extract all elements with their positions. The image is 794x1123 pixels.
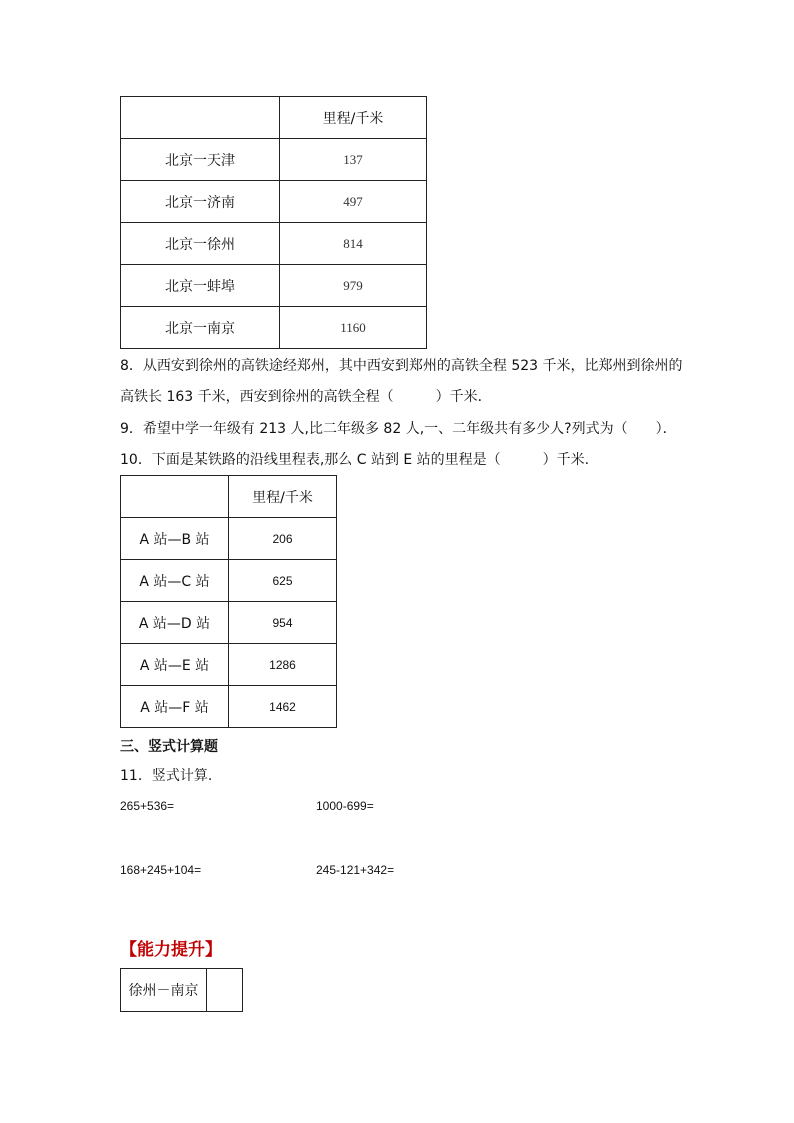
distance-cell — [207, 969, 243, 1012]
distance-cell: 1462 — [229, 686, 337, 728]
route-cell: 北京一蚌埠 — [121, 265, 280, 307]
route-cell: 北京一南京 — [121, 307, 280, 349]
distance-cell: 206 — [229, 518, 337, 560]
calc-problem-4: 245-121+342= — [316, 863, 395, 877]
table-row — [121, 686, 337, 728]
calc-problem-2: 1000-699= — [316, 799, 374, 813]
route-cell: A 站—F 站 — [121, 686, 229, 728]
route-cell: A 站—D 站 — [121, 602, 229, 644]
route-cell: A 站—B 站 — [121, 518, 229, 560]
table-row — [121, 518, 337, 560]
route-cell: 徐州－南京 — [121, 969, 207, 1012]
distance-cell: 954 — [229, 602, 337, 644]
table-row — [121, 644, 337, 686]
table-row — [121, 969, 243, 1012]
table-header-cell: 里程/千米 — [280, 97, 427, 139]
route-cell: 北京一济南 — [121, 181, 280, 223]
route-cell: 北京一天津 — [121, 139, 280, 181]
table-row — [121, 181, 427, 223]
question-9: 9．希望中学一年级有 213 人,比二年级多 82 人,一、二年级共有多少人?列式为（ ）． — [120, 421, 677, 437]
table-row — [121, 307, 427, 349]
table-header-row — [121, 97, 427, 139]
question-10: 10．下面是某铁路的沿线里程表,那么 C 站到 E 站的里程是（ ）千米. — [120, 452, 590, 468]
distance-table-xuzhou — [120, 968, 243, 1012]
distance-cell: 625 — [229, 560, 337, 602]
question-8-line-1: 8．从西安到徐州的高铁途经郑州，其中西安到郑州的高铁全程 523 千米，比郑州到徐州的 — [120, 358, 683, 374]
table-row — [121, 265, 427, 307]
question-8-line-2: 高铁长 163 千米，西安到徐州的高铁全程（ ）千米． — [120, 389, 492, 405]
distance-cell: 1160 — [280, 307, 427, 349]
table-row — [121, 139, 427, 181]
distance-table-beijing — [120, 96, 427, 349]
distance-table-stations — [120, 475, 337, 728]
question-11: 11．竖式计算. — [120, 768, 213, 784]
table-header-cell: 里程/千米 — [229, 476, 337, 518]
route-cell: 北京一徐州 — [121, 223, 280, 265]
table-cell — [121, 476, 229, 518]
ability-section-title: 【能力提升】 — [120, 940, 222, 960]
distance-cell: 137 — [280, 139, 427, 181]
table-row — [121, 560, 337, 602]
table-header-row — [121, 476, 337, 518]
distance-cell: 979 — [280, 265, 427, 307]
distance-cell: 1286 — [229, 644, 337, 686]
table-row — [121, 602, 337, 644]
route-cell: A 站—C 站 — [121, 560, 229, 602]
distance-cell: 814 — [280, 223, 427, 265]
route-cell: A 站—E 站 — [121, 644, 229, 686]
table-row — [121, 223, 427, 265]
calc-problem-3: 168+245+104= — [120, 863, 202, 877]
section-3-title: 三、竖式计算题 — [120, 739, 218, 755]
distance-cell: 497 — [280, 181, 427, 223]
table-cell — [121, 97, 280, 139]
calc-problem-1: 265+536= — [120, 799, 175, 813]
